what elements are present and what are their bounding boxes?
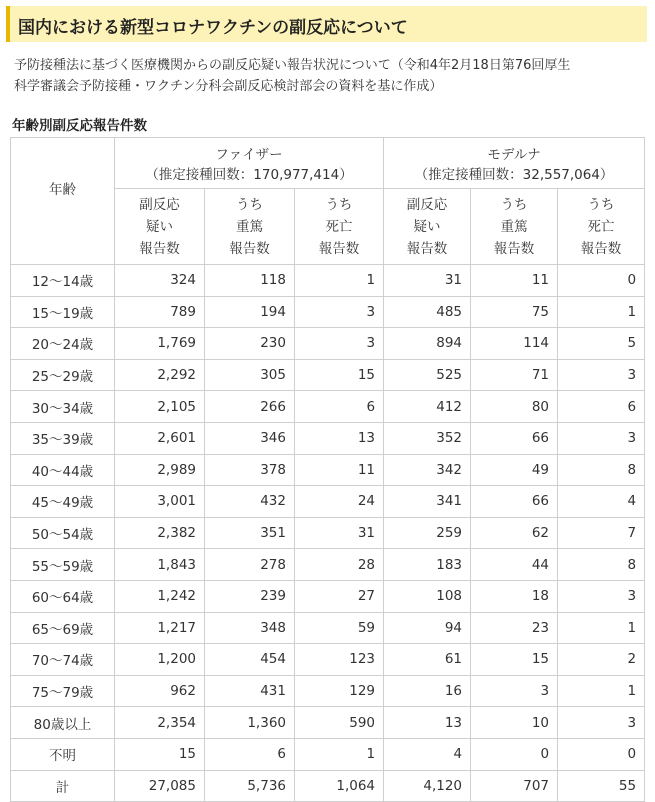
value-cell: 485 (384, 296, 471, 328)
value-cell: 1 (558, 675, 645, 707)
value-cell: 27 (295, 580, 384, 612)
adverse-reaction-table (10, 137, 645, 802)
subheader-line: 疑い (413, 218, 441, 235)
value-cell: 590 (295, 707, 384, 739)
value-cell: 1,200 (115, 644, 205, 676)
value-cell: 3 (295, 296, 384, 328)
age-cell: 45〜49歳 (11, 486, 115, 518)
value-cell: 62 (471, 517, 558, 549)
age-cell: 40〜44歳 (11, 454, 115, 486)
value-cell: 0 (558, 265, 645, 297)
value-cell: 66 (471, 422, 558, 454)
intro-text (14, 55, 644, 97)
value-cell: 1 (558, 296, 645, 328)
value-cell: 342 (384, 454, 471, 486)
value-cell: 3 (558, 422, 645, 454)
value-cell: 6 (558, 391, 645, 423)
value-cell: 28 (295, 549, 384, 581)
value-cell: 3 (558, 580, 645, 612)
pfizer-name: ファイザー (215, 147, 283, 163)
value-cell: 24 (295, 486, 384, 518)
value-cell: 0 (558, 738, 645, 770)
value-cell: 2 (558, 644, 645, 676)
table-row (11, 675, 645, 707)
value-cell: 3,001 (115, 486, 205, 518)
pfizer-suspected-reports-header (115, 189, 205, 265)
value-cell: 431 (205, 675, 295, 707)
value-cell: 5 (558, 328, 645, 360)
value-cell: 352 (384, 422, 471, 454)
value-cell: 707 (471, 770, 558, 802)
value-cell: 1 (295, 738, 384, 770)
table-row (11, 422, 645, 454)
value-cell: 6 (205, 738, 295, 770)
moderna-name: モデルナ (487, 147, 541, 163)
subheader-line: 重篤 (500, 218, 528, 235)
value-cell: 3 (295, 328, 384, 360)
subheader-line: うち (325, 196, 353, 213)
value-cell: 2,989 (115, 454, 205, 486)
value-cell: 525 (384, 359, 471, 391)
value-cell: 266 (205, 391, 295, 423)
table-row (11, 328, 645, 360)
intro-line-1: 予防接種法に基づく医療機関からの副反応疑い報告状況について（令和4年2月18日第76回厚生 (14, 58, 571, 73)
table-row (11, 296, 645, 328)
value-cell: 1 (558, 612, 645, 644)
age-cell: 55〜59歳 (11, 549, 115, 581)
value-cell: 1,242 (115, 580, 205, 612)
age-cell: 35〜39歳 (11, 422, 115, 454)
value-cell: 71 (471, 359, 558, 391)
value-cell: 3 (471, 675, 558, 707)
age-cell: 70〜74歳 (11, 644, 115, 676)
table-row (11, 549, 645, 581)
pfizer-header (115, 138, 384, 189)
value-cell: 2,601 (115, 422, 205, 454)
value-cell: 8 (558, 454, 645, 486)
age-cell: 12〜14歳 (11, 265, 115, 297)
moderna-serious-reports-header (471, 189, 558, 265)
value-cell: 2,292 (115, 359, 205, 391)
value-cell: 1,360 (205, 707, 295, 739)
value-cell: 8 (558, 549, 645, 581)
value-cell: 108 (384, 580, 471, 612)
value-cell: 61 (384, 644, 471, 676)
value-cell: 10 (471, 707, 558, 739)
age-cell: 50〜54歳 (11, 517, 115, 549)
table-row (11, 644, 645, 676)
age-cell: 20〜24歳 (11, 328, 115, 360)
value-cell: 15 (471, 644, 558, 676)
value-cell: 432 (205, 486, 295, 518)
value-cell: 789 (115, 296, 205, 328)
value-cell: 894 (384, 328, 471, 360)
value-cell: 324 (115, 265, 205, 297)
value-cell: 305 (205, 359, 295, 391)
value-cell: 94 (384, 612, 471, 644)
value-cell: 13 (384, 707, 471, 739)
value-cell: 3 (558, 359, 645, 391)
value-cell: 123 (295, 644, 384, 676)
value-cell: 259 (384, 517, 471, 549)
value-cell: 412 (384, 391, 471, 423)
value-cell: 16 (384, 675, 471, 707)
value-cell: 129 (295, 675, 384, 707)
age-cell: 60〜64歳 (11, 580, 115, 612)
subheader-line: うち (236, 196, 263, 213)
value-cell: 230 (205, 328, 295, 360)
value-cell: 75 (471, 296, 558, 328)
pfizer-serious-reports-header (205, 189, 295, 265)
age-cell: 80歳以上 (11, 707, 115, 739)
value-cell: 80 (471, 391, 558, 423)
value-cell: 183 (384, 549, 471, 581)
value-cell: 7 (558, 517, 645, 549)
value-cell: 454 (205, 644, 295, 676)
subheader-line: 副反応 (139, 196, 180, 213)
age-cell: 30〜34歳 (11, 391, 115, 423)
value-cell: 341 (384, 486, 471, 518)
age-cell: 不明 (11, 738, 115, 770)
value-cell: 4 (384, 738, 471, 770)
value-cell: 351 (205, 517, 295, 549)
value-cell: 11 (295, 454, 384, 486)
value-cell: 15 (115, 738, 205, 770)
value-cell: 0 (471, 738, 558, 770)
value-cell: 118 (205, 265, 295, 297)
subheader-line: 報告数 (493, 240, 535, 257)
value-cell: 278 (205, 549, 295, 581)
value-cell: 1,843 (115, 549, 205, 581)
moderna-doses: （推定接種回数：32,557,064） (414, 167, 614, 183)
table-row (11, 486, 645, 518)
moderna-suspected-reports-header (384, 189, 471, 265)
subheader-line: 報告数 (406, 240, 448, 257)
age-cell: 25〜29歳 (11, 359, 115, 391)
value-cell: 59 (295, 612, 384, 644)
pfizer-doses: （推定接種回数：170,977,414） (145, 167, 353, 183)
pfizer-death-reports-header (295, 189, 384, 265)
value-cell: 31 (295, 517, 384, 549)
subheader-line: うち (587, 196, 615, 213)
value-cell: 239 (205, 580, 295, 612)
table-row (11, 391, 645, 423)
age-cell: 計 (11, 770, 115, 802)
subheader-line: 報告数 (139, 240, 180, 257)
value-cell: 1,064 (295, 770, 384, 802)
value-cell: 1,769 (115, 328, 205, 360)
value-cell: 2,354 (115, 707, 205, 739)
value-cell: 5,736 (205, 770, 295, 802)
subheader-line: 疑い (146, 218, 173, 235)
table-row (11, 612, 645, 644)
value-cell: 66 (471, 486, 558, 518)
subheader-line: 副反応 (406, 196, 448, 213)
subheader-line: 重篤 (236, 218, 263, 235)
value-cell: 6 (295, 391, 384, 423)
value-cell: 3 (558, 707, 645, 739)
table-row (11, 738, 645, 770)
value-cell: 55 (558, 770, 645, 802)
value-cell: 1 (295, 265, 384, 297)
page-title: 国内における新型コロナワクチンの副反応について (6, 6, 647, 42)
age-cell: 15〜19歳 (11, 296, 115, 328)
table-row (11, 517, 645, 549)
value-cell: 348 (205, 612, 295, 644)
value-cell: 13 (295, 422, 384, 454)
table-row (11, 359, 645, 391)
value-cell: 15 (295, 359, 384, 391)
table-row (11, 580, 645, 612)
value-cell: 962 (115, 675, 205, 707)
value-cell: 194 (205, 296, 295, 328)
table-row (11, 454, 645, 486)
value-cell: 11 (471, 265, 558, 297)
value-cell: 4 (558, 486, 645, 518)
table-row (11, 770, 645, 802)
age-cell: 75〜79歳 (11, 675, 115, 707)
value-cell: 44 (471, 549, 558, 581)
table-row (11, 265, 645, 297)
value-cell: 31 (384, 265, 471, 297)
value-cell: 1,217 (115, 612, 205, 644)
value-cell: 114 (471, 328, 558, 360)
value-cell: 49 (471, 454, 558, 486)
subheader-line: 報告数 (580, 240, 622, 257)
value-cell: 378 (205, 454, 295, 486)
subheader-line: 報告数 (318, 240, 360, 257)
section-title: 年齢別副反応報告件数 (12, 118, 147, 134)
value-cell: 2,382 (115, 517, 205, 549)
age-cell: 65〜69歳 (11, 612, 115, 644)
table-row (11, 707, 645, 739)
value-cell: 346 (205, 422, 295, 454)
value-cell: 23 (471, 612, 558, 644)
subheader-line: 死亡 (325, 218, 353, 235)
value-cell: 4,120 (384, 770, 471, 802)
subheader-line: 報告数 (229, 240, 270, 257)
moderna-header (384, 138, 645, 189)
intro-line-2: 科学審議会予防接種・ワクチン分科会副反応検討部会の資料を基に作成） (14, 79, 443, 94)
value-cell: 18 (471, 580, 558, 612)
subheader-line: 死亡 (587, 218, 615, 235)
value-cell: 2,105 (115, 391, 205, 423)
subheader-line: うち (500, 196, 528, 213)
moderna-death-reports-header (558, 189, 645, 265)
age-column-header: 年齢 (11, 138, 115, 265)
value-cell: 27,085 (115, 770, 205, 802)
